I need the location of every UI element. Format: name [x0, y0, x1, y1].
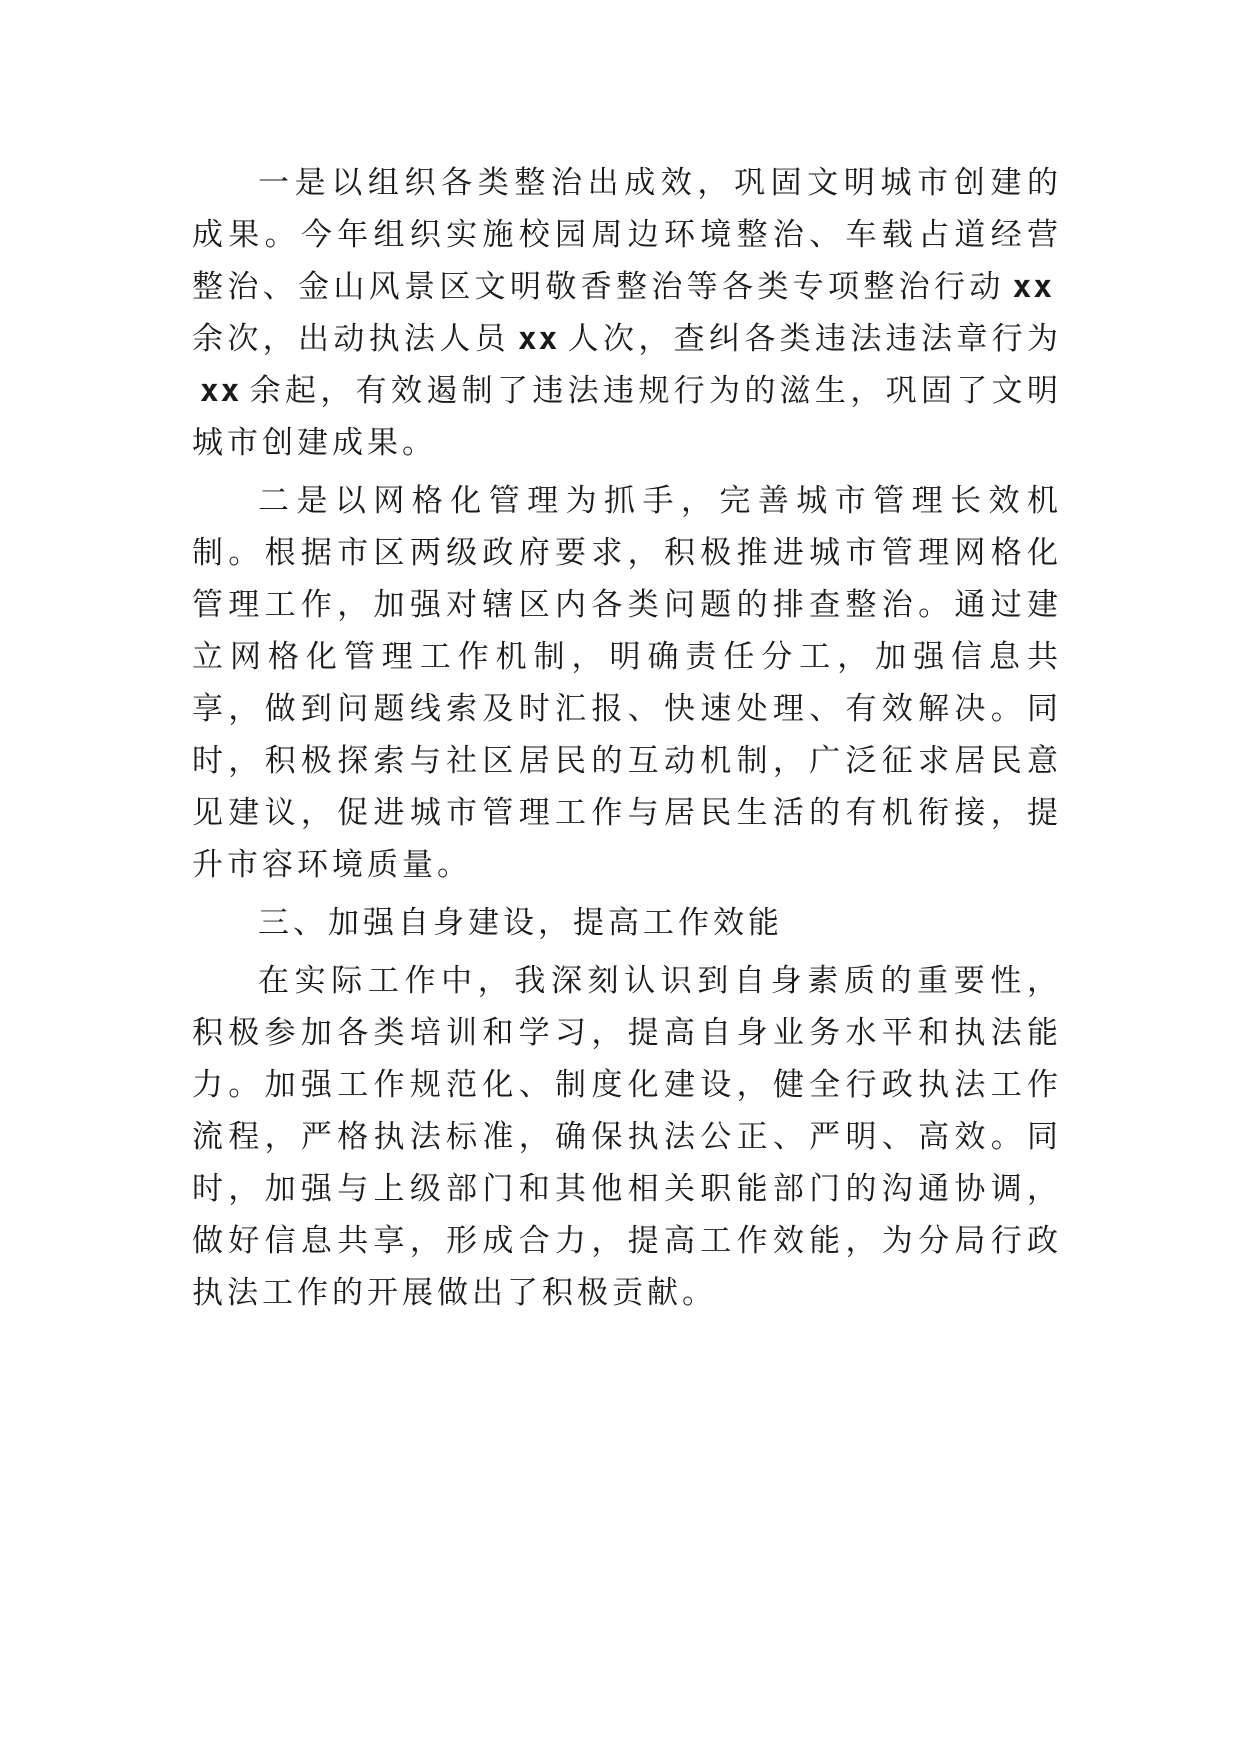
paragraph-text: 余起，有效遏制了违法违规行为的滋生，巩固了文明城市创建成果。 [192, 373, 1062, 461]
paragraph-text: 人次，查纠各类违法违法章行为 [567, 321, 1063, 357]
document-body [192, 157, 1062, 1319]
paragraph-text: 余次，出动执法人员 [192, 321, 511, 357]
paragraph-text: 一是以组织各类整治出成效，巩固文明城市创建的成果。今年组织实施校园周边环境整治、车载占道经营整治、金山风景区文明敬香整治等各类专项整治行动 [192, 165, 1062, 305]
placeholder-number: xx [518, 321, 560, 357]
paragraph-civilized-city [192, 157, 1062, 469]
paragraph-self-improvement: 在实际工作中，我深刻认识到自身素质的重要性，积极参加各类培训和学习，提高自身业务水平和执法能力。加强工作规范化、制度化建设，健全行政执法工作流程，严格执法标准，确保执法公正、严明、高效。同时，加强与上级部门和其他相关职能部门的沟通协调，做好信息共享，形成合力，提高工作效能，为分局行政执法工作的开展做出了积极贡献。 [192, 963, 1062, 1311]
section-heading-self-building: 三、加强自身建设，提高工作效能 [258, 905, 783, 941]
paragraph-grid-management: 二是以网格化管理为抓手，完善城市管理长效机制。根据市区两级政府要求，积极推进城市管理网格化管理工作，加强对辖区内各类问题的排查整治。通过建立网格化管理工作机制，明确责任分工，加强信息共享，做到问题线索及时汇报、快速处理、有效解决。同时，积极探索与社区居民的互动机制，广泛征求居民意见建议，促进城市管理工作与居民生活的有机衔接，提升市容环境质量。 [192, 483, 1062, 883]
placeholder-number: xx [200, 373, 242, 409]
placeholder-number: xx [1012, 269, 1054, 305]
